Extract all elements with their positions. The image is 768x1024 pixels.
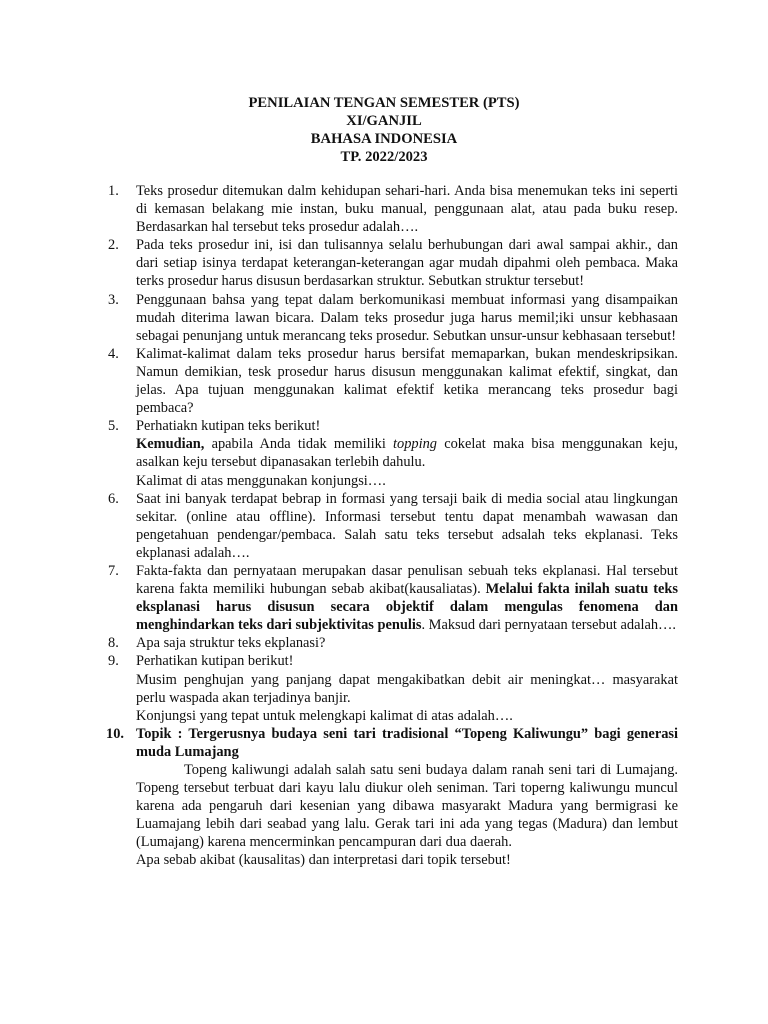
question-text: Teks prosedur ditemukan dalm kehidupan sehari-hari. Anda bisa menemukan teks ini seperti di kemasan belakang mie instan, buku manual, penggunaan alat, atau pada buku resep. Berdasarkan hal tersebut teks prosedur adalah…. xyxy=(136,183,678,236)
question-text: Penggunaan bahsa yang tepat dalam berkomunikasi membuat informasi yang disampaikan mudah diterima lawan bicara. Dalam teks prosedur juga harus memil;iki unsur kebhasaan sebagai penunjang untuk merancang teks prosedur. Sebutkan unsur-unsur kebhasaan tersebut! xyxy=(136,291,678,344)
question-list xyxy=(108,182,678,870)
question-number: 9. xyxy=(108,653,119,670)
question-3 xyxy=(108,291,678,345)
question-text: Konjungsi yang tepat untuk melengkapi kalimat di atas adalah…. xyxy=(136,707,513,724)
question-intro: Perhatiakn kutipan teks berikut! xyxy=(136,418,321,435)
exam-title: PENILAIAN TENGAN SEMESTER (PTS) xyxy=(248,95,520,111)
bold-statement: Melalui fakta inilah suatu teks eksplanasi harus disusun secara objektif dalam mengulas fenomena dan menghindarkan teks dari subjektivitas penulis xyxy=(136,581,678,634)
question-5 xyxy=(108,417,678,489)
question-list-container xyxy=(108,182,678,870)
question-8 xyxy=(108,634,678,652)
question-number: 6. xyxy=(108,490,119,507)
question-text: Kalimat-kalimat dalam teks prosedur harus bersifat memaparkan, bukan mendeskripsikan. Namun demikian, tesk prosedur harus disusun menggunakan kalimat efektif, singkat, dan jelas. Apa tujuan menggunakan kalimat efektif ketika merancang teks prosedur bagi pembaca? xyxy=(136,345,678,417)
question-topic: Topik : Tergerusnya budaya seni tari tradisional “Topeng Kaliwungu” bagi generasi muda Lumajang xyxy=(136,725,678,760)
exam-subject: BAHASA INDONESIA xyxy=(310,131,458,147)
exam-school-year: TP. 2022/2023 xyxy=(340,149,428,165)
quoted-italic-term: topping xyxy=(393,436,438,453)
question-text-part-2: . Maksud dari pernyataan tersebut adalah…. xyxy=(421,617,677,634)
quoted-conjunction: Kemudian, xyxy=(136,436,205,453)
exam-class-semester: XI/GANJIL xyxy=(346,113,422,129)
question-6 xyxy=(108,490,678,562)
question-number: 7. xyxy=(108,562,119,579)
question-text xyxy=(136,562,678,634)
question-intro: Perhatikan kutipan berikut! xyxy=(136,653,294,670)
quoted-text xyxy=(136,435,678,471)
question-2 xyxy=(108,236,678,290)
question-10 xyxy=(108,725,678,870)
question-text: Apa saja struktur teks ekplanasi? xyxy=(136,635,326,652)
exam-header xyxy=(0,94,768,166)
question-number: 8. xyxy=(108,635,119,652)
quoted-text: Musim penghujan yang panjang dapat mengakibatkan debit air meningkat… masyarakat perlu waspada akan terjadinya banjir. xyxy=(136,671,678,706)
question-text: Pada teks prosedur ini, isi dan tulisannya selalu berhubungan dari awal sampai akhir., dan dari setiap isinya terdapat keterangan-keterangan agar mudah dipahmi oleh pembaca. Maka terks prosedur harus disusun berdasarkan struktur. Sebutkan struktur tersebut! xyxy=(136,237,678,290)
question-text-part-1: Fakta-fakta dan pernyataan merupakan dasar penulisan sebuah teks ekplanasi. Hal tersebut karena fakta memiliki hubungan sebab akibat(kausaliatas). xyxy=(136,562,678,598)
question-7 xyxy=(108,562,678,634)
question-number: 4. xyxy=(108,345,119,362)
question-1 xyxy=(108,182,678,236)
question-number: 10. xyxy=(106,725,124,742)
quoted-text-part-2: cokelat maka bisa menggunakan keju, asalkan keju tersebut dipanasakan terlebih dahulu. xyxy=(136,436,678,471)
question-number: 1. xyxy=(108,183,119,199)
question-4 xyxy=(108,345,678,417)
topic-paragraph: Topeng kaliwungi adalah salah satu seni budaya dalam ranah seni tari di Lumajang. Topeng tersebut terbuat dari kayu lalu diukur oleh seniman. Tari toperng kaliwungu muncul karena ada pengaruh dari kesenian yang dibawa masyarakt Madura yang bermigrasi ke Luamajang lebih dari seabad yang lalu. Gerak tari ini ada yang tegas (Madura) dan lembut (Lumajang) karena mencerminkan pencampuran dari dua daerah. xyxy=(136,762,678,851)
question-number: 2. xyxy=(108,237,119,254)
question-number: 5. xyxy=(108,418,119,435)
question-text: Kalimat di atas menggunakan konjungsi…. xyxy=(136,472,386,489)
question-text: Saat ini banyak terdapat bebrap in formasi yang tersaji baik di media social atau lingkungan sekitar. (online atau offline). Informasi tersebut tentu dapat menambah wawasan dan pengetahuan pendengar/pembaca. Salah satu teks tersebut adsalah teks ekplanasi. Teks ekplanasi adalah…. xyxy=(136,490,678,561)
question-9 xyxy=(108,652,678,724)
quoted-text-part-1: apabila Anda tidak memiliki xyxy=(204,436,394,453)
question-text: Apa sebab akibat (kausalitas) dan interpretasi dari topik tersebut! xyxy=(136,852,511,869)
question-number: 3. xyxy=(108,291,119,308)
